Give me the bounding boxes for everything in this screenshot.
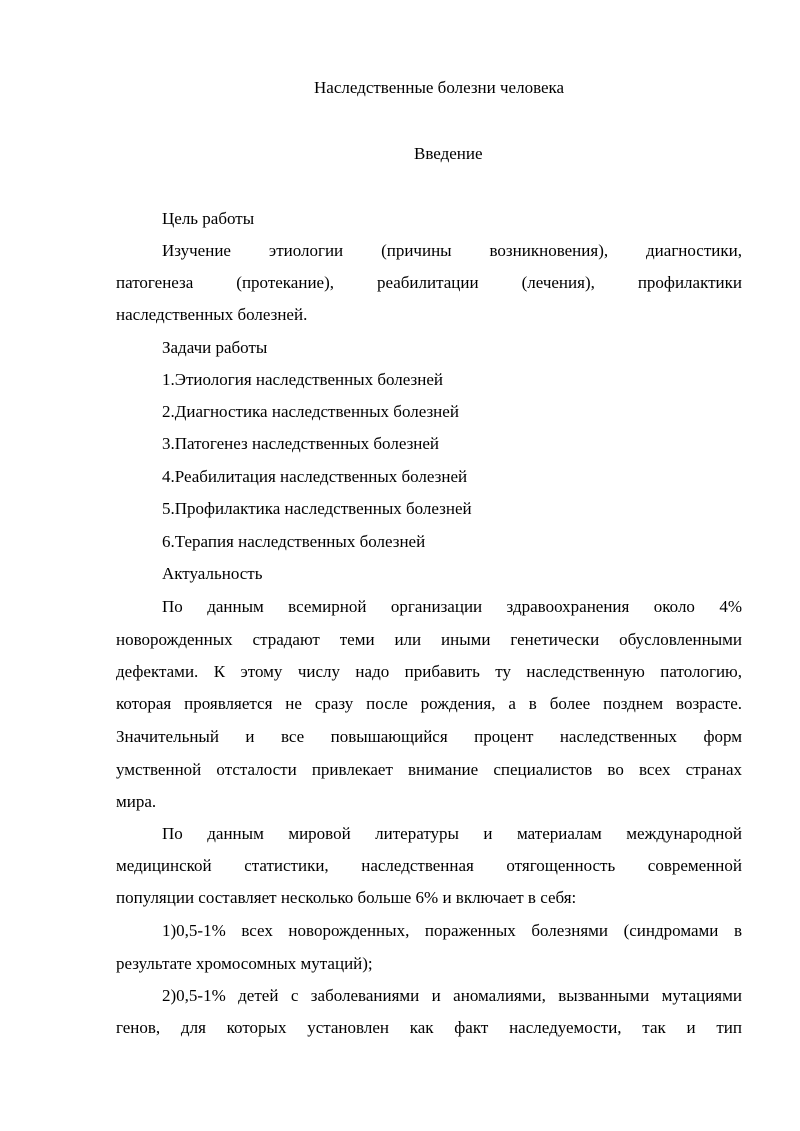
list-item-line: результате хромосомных мутаций);: [116, 954, 373, 973]
document-title: Наследственные болезни человека: [314, 78, 565, 97]
paragraph-line: По данным мировой литературы и материалам международной: [162, 824, 742, 843]
goal-text-line: Изучение этиологии (причины возникновения), диагностики,: [162, 241, 742, 260]
task-item: 5.Профилактика наследственных болезней: [162, 499, 472, 518]
goal-text-line: наследственных болезней.: [116, 305, 308, 324]
task-item: 6.Терапия наследственных болезней: [162, 532, 426, 551]
list-item-line: 1)0,5-1% всех новорожденных, пораженных болезнями (синдромами в: [162, 921, 742, 940]
list-item-line: генов, для которых установлен как факт наследуемости, так и тип: [116, 1018, 742, 1037]
goal-text-line: патогенеза (протекание), реабилитации (лечения), профилактики: [116, 273, 742, 292]
list-item-line: 2)0,5-1% детей с заболеваниями и аномалиями, вызванными мутациями: [162, 986, 742, 1005]
task-item: 4.Реабилитация наследственных болезней: [162, 467, 468, 486]
paragraph-line: умственной отсталости привлекает внимание специалистов во всех странах: [116, 760, 742, 779]
paragraph-line: По данным всемирной организации здравоохранения около 4%: [162, 597, 742, 616]
task-item: 2.Диагностика наследственных болезней: [162, 402, 459, 421]
paragraph-line: новорожденных страдают теми или иными генетически обусловленными: [116, 630, 742, 649]
relevance-label: Актуальность: [162, 564, 263, 583]
task-item: 1.Этиология наследственных болезней: [162, 370, 443, 389]
tasks-label: Задачи работы: [162, 338, 268, 357]
paragraph-line: медицинской статистики, наследственная отягощенность современной: [116, 856, 742, 875]
goal-label: Цель работы: [162, 209, 255, 228]
paragraph-line: мира.: [116, 792, 157, 811]
paragraph-line: Значительный и все повышающийся процент наследственных форм: [116, 727, 742, 746]
paragraph-line: дефектами. К этому числу надо прибавить ту наследственную патологию,: [116, 662, 742, 681]
paragraph-line: популяции составляет несколько больше 6% и включает в себя:: [116, 888, 577, 907]
section-heading: Введение: [414, 144, 483, 163]
paragraph-line: которая проявляется не сразу после рождения, а в более позднем возрасте.: [116, 694, 742, 713]
task-item: 3.Патогенез наследственных болезней: [162, 434, 440, 453]
